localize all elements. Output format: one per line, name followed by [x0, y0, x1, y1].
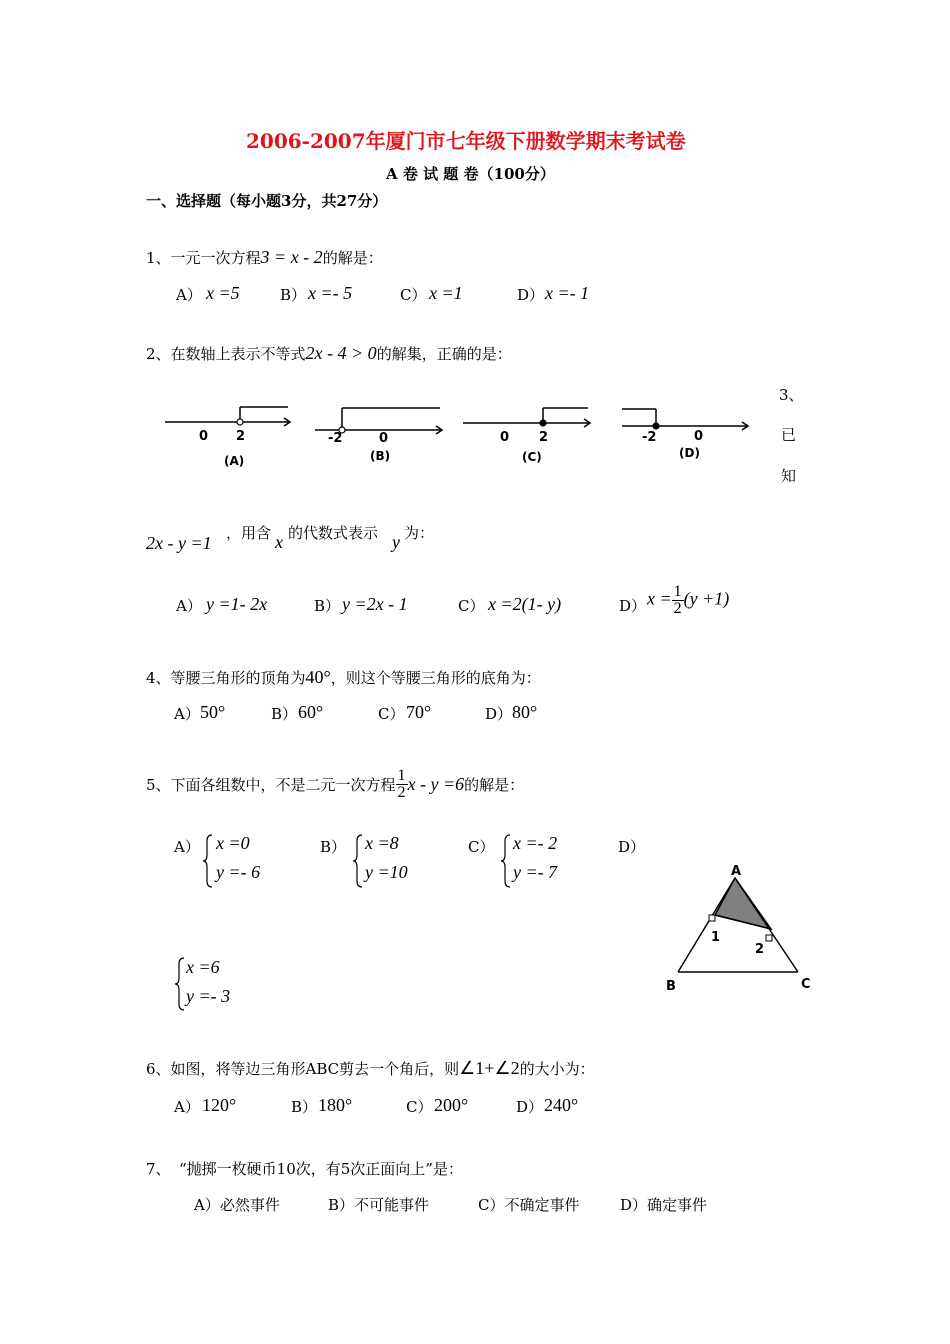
q4-option-d-label: D） — [485, 705, 513, 723]
question-5 — [146, 768, 524, 801]
angle-2-label: 2 — [755, 942, 765, 957]
question-3-var-x: x — [275, 532, 283, 552]
q3-option-c-label: C） — [458, 597, 485, 615]
q4-option-c-label: C） — [378, 705, 405, 723]
q5-option-c-brace-icon — [500, 833, 512, 889]
q3-option-b-value: y =2x - 1 — [342, 594, 408, 614]
number-line-d-tick-1: 0 — [694, 429, 704, 444]
question-3-number: 3、 — [779, 386, 804, 404]
q5-option-c-line-2: y =- 7 — [513, 862, 558, 882]
q6-option-a-label: A） — [174, 1098, 200, 1116]
question-7-number: 7、 — [146, 1160, 171, 1178]
page-subtitle: A 卷 试 题 卷（100分） — [386, 165, 555, 183]
question-4-suffix: ，则这个等腰三角形的底角为： — [330, 669, 541, 687]
number-line-b-tick-0: -2 — [328, 431, 343, 446]
q6-option-d-value: 240° — [544, 1095, 579, 1115]
number-line-c-tick-1: 2 — [539, 430, 549, 445]
question-6-prefix: 6、如图，将等边三角形ABC剪去一个角后，则 — [146, 1060, 460, 1078]
number-line-a-tick-0: 0 — [199, 429, 209, 444]
q4-option-a-value: 50° — [200, 702, 226, 722]
q5-option-b-line-2: y =10 — [365, 862, 408, 882]
question-3-text-1: ，用含 — [226, 524, 272, 542]
q5-option-c-line-1: x =- 2 — [513, 833, 558, 853]
number-line-b-tick-1: 0 — [379, 431, 389, 446]
question-3-side-char-1: 已 — [781, 426, 797, 444]
q1-option-d-value: x =- 1 — [545, 283, 590, 303]
q5-option-c-label: C） — [468, 838, 495, 856]
q4-option-b-label: B） — [271, 705, 298, 723]
triangle-vertex-a: A — [731, 864, 742, 879]
triangle-vertex-b: B — [666, 979, 676, 994]
question-1 — [146, 247, 383, 268]
q1-option-c-value: x =1 — [429, 283, 463, 303]
q4-option-d-value: 80° — [512, 702, 538, 722]
q1-option-c-label: C） — [400, 286, 427, 304]
number-line-d — [622, 409, 748, 460]
q5-option-b-label: B） — [320, 838, 347, 856]
q3-option-b-label: B） — [314, 597, 341, 615]
question-4-angle: 40° — [305, 667, 331, 687]
triangle-figure — [660, 860, 820, 995]
question-2-prefix: 2、在数轴上表示不等式 — [146, 345, 306, 363]
question-3-side-char-2: 知 — [781, 467, 797, 485]
number-line-figures — [160, 400, 760, 475]
q5-option-b-brace-icon — [352, 833, 364, 889]
question-3-text-2: 的代数式表示 — [288, 524, 379, 542]
q6-option-c-value: 200° — [434, 1095, 469, 1115]
q3-option-d-post: (y +1) — [683, 588, 730, 609]
q3-option-a-value: y =1- 2x — [206, 594, 268, 614]
number-line-a-label: (A) — [224, 454, 245, 468]
q5-option-d-line-2: y =- 3 — [186, 986, 231, 1006]
q5-option-a-line-1: x =0 — [216, 833, 250, 853]
number-line-a — [165, 407, 290, 468]
q3-option-c-value: x =2(1- y) — [488, 594, 562, 614]
question-5-numerator: 1 — [397, 767, 406, 784]
q7-option-d: D）确定事件 — [620, 1196, 708, 1214]
q4-option-b-value: 60° — [298, 702, 324, 722]
question-2-suffix: 的解集，正确的是： — [376, 345, 512, 363]
question-6-suffix: 的大小为： — [519, 1060, 595, 1078]
question-5-suffix: 的解是： — [464, 776, 525, 794]
number-line-c-label: (C) — [522, 450, 542, 464]
angle-1-label: 1 — [711, 930, 721, 945]
q1-option-a-value: x =5 — [206, 283, 240, 303]
question-4 — [146, 667, 541, 688]
q1-option-a-label: A） — [176, 286, 202, 304]
q3-option-d-pre: x = — [647, 588, 672, 609]
question-7-text: “抛掷一枚硬币10次，有5次正面向上”是： — [179, 1160, 463, 1178]
question-1-suffix: 的解是： — [322, 249, 383, 267]
page-title: 2006-2007年厦门市七年级下册数学期末考试卷 — [246, 129, 686, 153]
q1-option-b-label: B） — [280, 286, 307, 304]
question-5-equation: x - y =6 — [407, 774, 465, 794]
q5-option-d-brace-icon — [174, 956, 186, 1012]
question-2 — [146, 343, 512, 364]
q3-option-a-label: A） — [176, 597, 202, 615]
q5-option-a-line-2: y =- 6 — [216, 862, 261, 882]
q6-option-b-label: B） — [291, 1098, 318, 1116]
q3-option-d-numerator: 1 — [673, 583, 682, 600]
q6-option-b-value: 180° — [318, 1095, 353, 1115]
q6-option-c-label: C） — [406, 1098, 433, 1116]
q3-option-d-value — [647, 584, 729, 617]
number-line-c — [463, 408, 590, 464]
question-6-expression: ∠1+∠2 — [459, 1058, 520, 1078]
q5-option-c-system — [513, 829, 557, 887]
q5-option-a-brace-icon — [202, 833, 214, 889]
triangle-vertex-c: C — [801, 977, 811, 992]
q3-option-d-denominator: 2 — [673, 600, 682, 617]
q7-option-b: B）不可能事件 — [328, 1196, 430, 1214]
number-line-a-tick-1: 2 — [236, 429, 246, 444]
question-6 — [146, 1058, 595, 1079]
q5-option-a-system — [216, 829, 260, 887]
q6-option-a-value: 120° — [202, 1095, 237, 1115]
number-line-b-label: (B) — [370, 449, 391, 463]
number-line-c-tick-0: 0 — [500, 430, 510, 445]
question-3-var-y: y — [392, 532, 400, 552]
question-3-suffix: 为： — [404, 524, 435, 542]
number-line-b — [315, 408, 442, 463]
question-5-fraction — [396, 768, 408, 801]
q3-option-d-fraction — [672, 584, 684, 617]
question-1-equation: 3 = x - 2 — [260, 247, 323, 267]
question-4-prefix: 4、等腰三角形的顶角为 — [146, 669, 306, 687]
q7-option-a: A）必然事件 — [194, 1196, 280, 1214]
q7-option-c: C）不确定事件 — [478, 1196, 580, 1214]
q5-option-b-system — [365, 829, 408, 887]
question-2-equation: 2x - 4 > 0 — [305, 343, 377, 363]
question-5-prefix: 5、下面各组数中，不是二元一次方程 — [146, 776, 396, 794]
q5-option-a-label: A） — [174, 838, 200, 856]
q4-option-c-value: 70° — [406, 702, 432, 722]
q5-option-b-line-1: x =8 — [365, 833, 399, 853]
q5-option-d-line-1: x =6 — [186, 957, 220, 977]
q5-option-d-label: D） — [618, 838, 646, 856]
section-heading-choice: 一、选择题（每小题3分，共27分） — [146, 192, 388, 210]
q1-option-d-label: D） — [517, 286, 545, 304]
question-5-denominator: 2 — [397, 784, 406, 801]
number-line-d-label: (D) — [679, 446, 700, 460]
q3-option-d-label: D） — [619, 597, 647, 615]
number-line-d-tick-0: -2 — [642, 430, 657, 445]
q5-option-d-system — [186, 953, 230, 1011]
question-3-equation: 2x - y =1 — [146, 533, 212, 553]
q4-option-a-label: A） — [174, 705, 200, 723]
question-1-prefix: 1、一元一次方程 — [146, 249, 261, 267]
q1-option-b-value: x =- 5 — [308, 283, 353, 303]
q6-option-d-label: D） — [516, 1098, 544, 1116]
